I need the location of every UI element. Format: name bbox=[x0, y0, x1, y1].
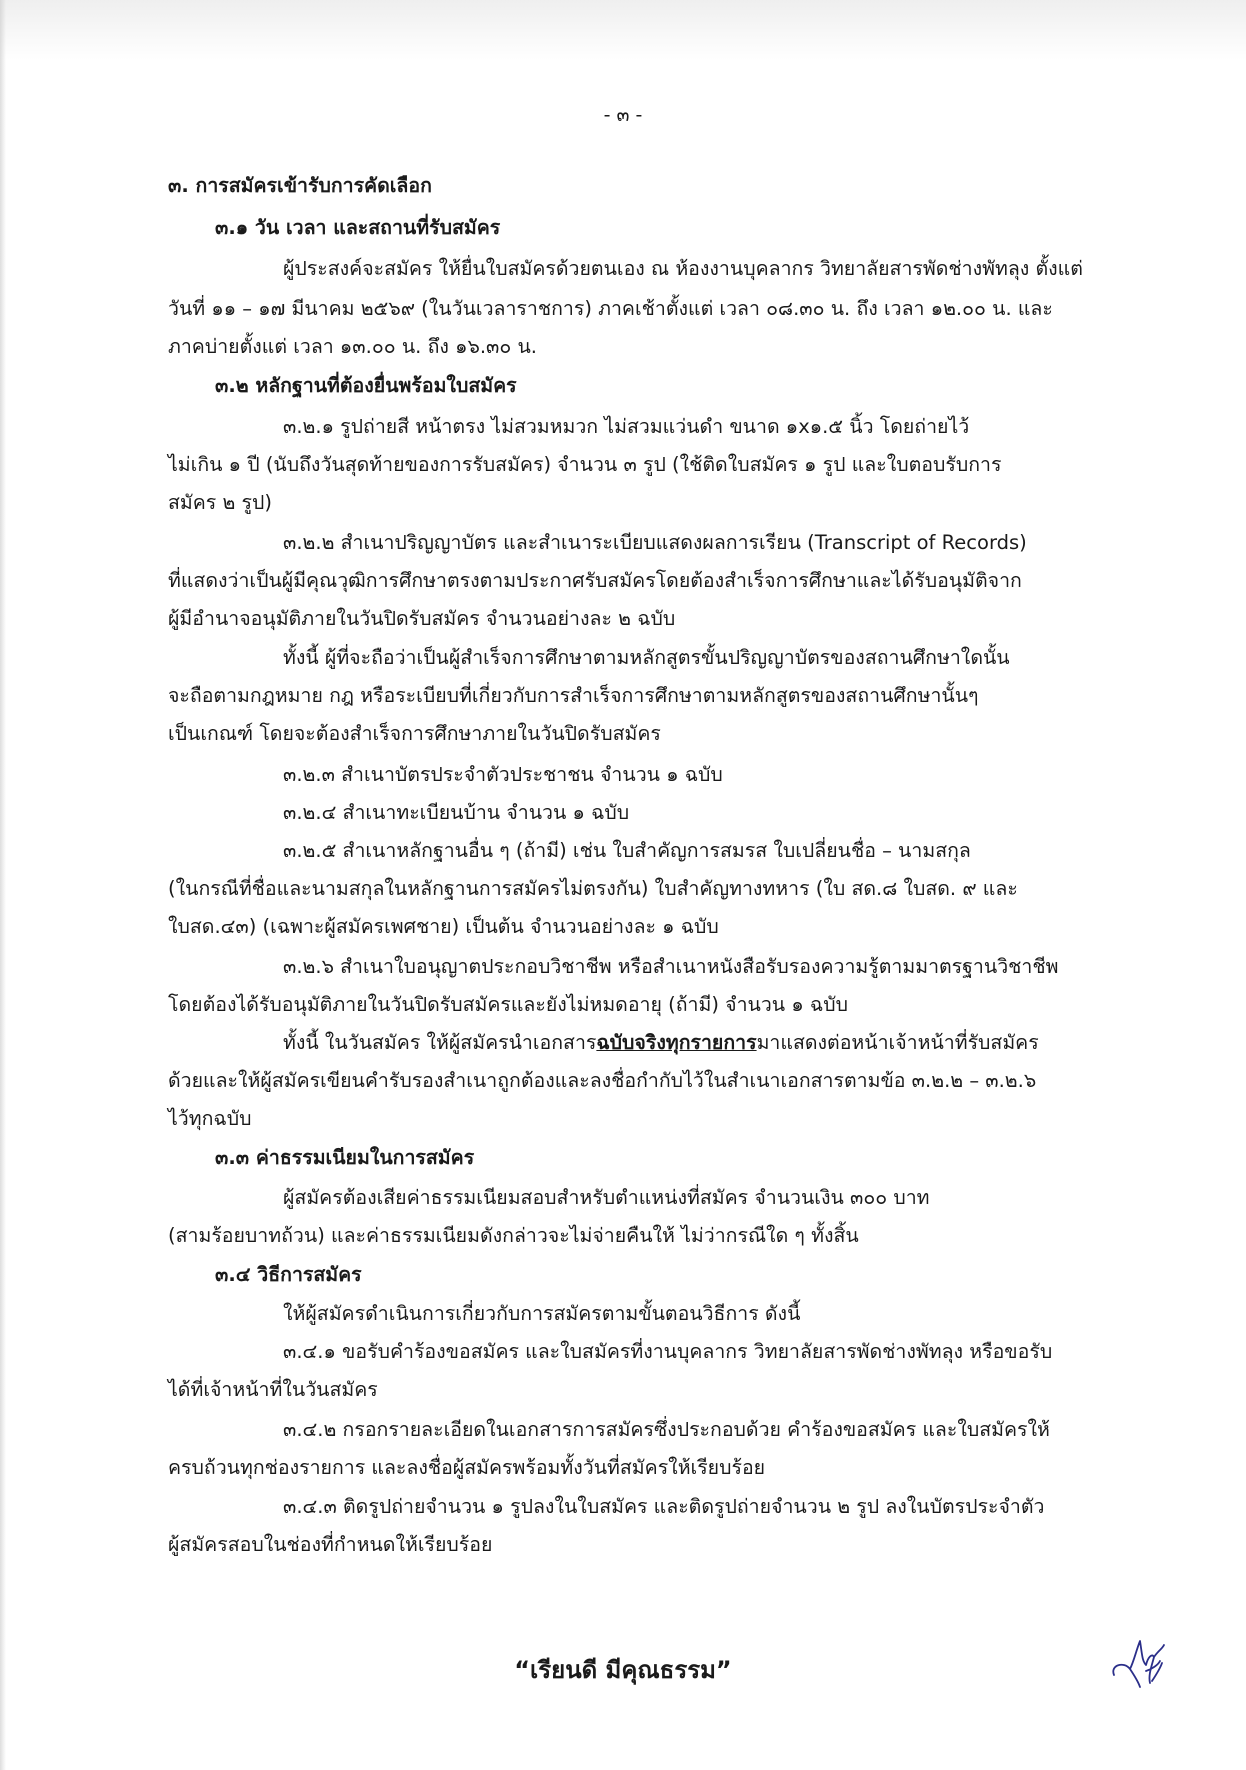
s34-intro: ให้ผู้สมัครดำเนินการเกี่ยวกับการสมัครตามขั้นตอนวิธีการ ดังนี้ bbox=[283, 1302, 801, 1325]
note-text-pre: ทั้งนี้ ในวันสมัคร ให้ผู้สมัครนำเอกสาร bbox=[283, 1031, 597, 1054]
s32-item2-note-line-3: เป็นเกณฑ์ โดยจะต้องสำเร็จการศึกษาภายในวันปิดรับสมัคร bbox=[168, 722, 661, 745]
s34-item2-line-1: ๓.๔.๒ กรอกรายละเอียดในเอกสารการสมัครซึ่งประกอบด้วย คำร้องขอสมัคร และใบสมัครให้ bbox=[283, 1418, 1050, 1441]
s34-item3-line-1: ๓.๔.๓ ติดรูปถ่ายจำนวน ๑ รูปลงในใบสมัคร และติดรูปถ่ายจำนวน ๒ รูป ลงในบัตรประจำตัว bbox=[283, 1495, 1045, 1518]
s32-item4: ๓.๒.๔ สำเนาทะเบียนบ้าน จำนวน ๑ ฉบับ bbox=[283, 801, 630, 824]
s33-line-1: ผู้สมัครต้องเสียค่าธรรมเนียมสอบสำหรับตำแหน่งที่สมัคร จำนวนเงิน ๓๐๐ บาท bbox=[283, 1186, 930, 1209]
s32-item2-note-line-1: ทั้งนี้ ผู้ที่จะถือว่าเป็นผู้สำเร็จการศึกษาตามหลักสูตรขั้นปริญญาบัตรของสถานศึกษาใดนั้น bbox=[283, 646, 1010, 669]
s32-item6-line-1: ๓.๒.๖ สำเนาใบอนุญาตประกอบวิชาชีพ หรือสำเนาหนังสือรับรองความรู้ตามมาตรฐานวิชาชีพ bbox=[283, 955, 1059, 978]
note-text-post: มาแสดงต่อหน้าเจ้าหน้าที่รับสมัคร bbox=[756, 1031, 1039, 1054]
s32-item3: ๓.๒.๓ สำเนาบัตรประจำตัวประชาชน จำนวน ๑ ฉบับ bbox=[283, 763, 723, 786]
subsection-3-3-title: ๓.๓ ค่าธรรมเนียมในการสมัคร bbox=[215, 1146, 475, 1169]
subsection-3-2-title: ๓.๒ หลักฐานที่ต้องยื่นพร้อมใบสมัคร bbox=[215, 374, 517, 397]
s34-item3-line-2: ผู้สมัครสอบในช่องที่กำหนดให้เรียบร้อย bbox=[168, 1533, 493, 1556]
s32-item6-line-2: โดยต้องได้รับอนุมัติภายในวันปิดรับสมัครและยังไม่หมดอายุ (ถ้ามี) จำนวน ๑ ฉบับ bbox=[168, 993, 848, 1016]
s32-item5-line-1: ๓.๒.๕ สำเนาหลักฐานอื่น ๆ (ถ้ามี) เช่น ใบสำคัญการสมรส ใบเปลี่ยนชื่อ – นามสกุล bbox=[283, 839, 971, 862]
s34-item1-line-1: ๓.๔.๑ ขอรับคำร้องขอสมัคร และใบสมัครที่งานบุคลากร วิทยาลัยสารพัดช่างพัทลุง หรือขอรับ bbox=[283, 1340, 1053, 1363]
s32-note-line-2: ด้วยและให้ผู้สมัครเขียนคำรับรองสำเนาถูกต้องและลงชื่อกำกับไว้ในสำเนาเอกสารตามข้อ ๓.๒.๒ – ๓.๒.๖ bbox=[168, 1069, 1037, 1092]
s32-item5-line-3: ใบสด.๔๓) (เฉพาะผู้สมัครเพศชาย) เป็นต้น จำนวนอย่างละ ๑ ฉบับ bbox=[168, 915, 719, 938]
s32-item2-line-1: ๓.๒.๒ สำเนาปริญญาบัตร และสำเนาระเบียบแสดงผลการเรียน (Transcript of Records) bbox=[283, 531, 1027, 554]
s32-item1-line-3: สมัคร ๒ รูป) bbox=[168, 491, 272, 514]
s34-item1-line-2: ได้ที่เจ้าหน้าที่ในวันสมัคร bbox=[168, 1378, 378, 1401]
s31-line-1: ผู้ประสงค์จะสมัคร ให้ยื่นใบสมัครด้วยตนเอง ณ ห้องงานบุคลากร วิทยาลัยสารพัดช่างพัทลุง ตั้งแต่ bbox=[283, 257, 1083, 280]
s31-line-2: วันที่ ๑๑ – ๑๗ มีนาคม ๒๕๖๙ (ในวันเวลาราชการ) ภาคเช้าตั้งแต่ เวลา ๐๘.๓๐ น. ถึง เวลา ๑๒.๐๐ น. และ bbox=[168, 297, 1053, 320]
page-number: - ๓ - bbox=[603, 104, 643, 126]
s33-line-2: (สามร้อยบาทถ้วน) และค่าธรรมเนียมดังกล่าวจะไม่จ่ายคืนให้ ไม่ว่ากรณีใด ๆ ทั้งสิ้น bbox=[168, 1224, 859, 1247]
s32-item2-line-3: ผู้มีอำนาจอนุมัติภายในวันปิดรับสมัคร จำนวนอย่างละ ๒ ฉบับ bbox=[168, 607, 676, 630]
subsection-3-1-title: ๓.๑ วัน เวลา และสถานที่รับสมัคร bbox=[215, 216, 501, 239]
college-motto: “เรียนดี มีคุณธรรม” bbox=[514, 1656, 732, 1684]
s34-item2-line-2: ครบถ้วนทุกช่องรายการ และลงชื่อผู้สมัครพร้อมทั้งวันที่สมัครให้เรียบร้อย bbox=[168, 1456, 766, 1479]
s32-item2-line-2: ที่แสดงว่าเป็นผู้มีคุณวุฒิการศึกษาตรงตามประกาศรับสมัครโดยต้องสำเร็จการศึกษาและได้รับอนุมัติจาก bbox=[168, 569, 1022, 592]
s31-line-3: ภาคบ่ายตั้งแต่ เวลา ๑๓.๐๐ น. ถึง ๑๖.๓๐ น. bbox=[168, 335, 538, 358]
s32-note-line-3: ไว้ทุกฉบับ bbox=[168, 1107, 252, 1130]
s32-item5-line-2: (ในกรณีที่ชื่อและนามสกุลในหลักฐานการสมัครไม่ตรงกัน) ใบสำคัญทางทหาร (ใบ สด.๘ ใบสด. ๙ และ bbox=[168, 877, 1018, 900]
scan-artifact-top bbox=[0, 0, 1246, 60]
s32-note-line-1 bbox=[283, 1030, 1039, 1056]
subsection-3-4-title: ๓.๔ วิธีการสมัคร bbox=[215, 1263, 362, 1286]
note-emphasis-original-documents: ฉบับจริงทุกรายการ bbox=[596, 1031, 757, 1054]
s32-item1-line-1: ๓.๒.๑ รูปถ่ายสี หน้าตรง ไม่สวมหมวก ไม่สวมแว่นดำ ขนาด ๑x๑.๕ นิ้ว โดยถ่ายไว้ bbox=[283, 415, 970, 438]
section-heading: ๓. การสมัครเข้ารับการคัดเลือก bbox=[168, 174, 432, 197]
scan-artifact-left bbox=[0, 0, 6, 1770]
s32-item2-note-line-2: จะถือตามกฎหมาย กฎ หรือระเบียบที่เกี่ยวกับการสำเร็จการศึกษาตามหลักสูตรของสถานศึกษานั้นๆ bbox=[168, 684, 979, 707]
signature-icon bbox=[1108, 1635, 1168, 1693]
s32-item1-line-2: ไม่เกิน ๑ ปี (นับถึงวันสุดท้ายของการรับสมัคร) จำนวน ๓ รูป (ใช้ติดใบสมัคร ๑ รูป และใบตอบรับการ bbox=[168, 453, 1002, 476]
